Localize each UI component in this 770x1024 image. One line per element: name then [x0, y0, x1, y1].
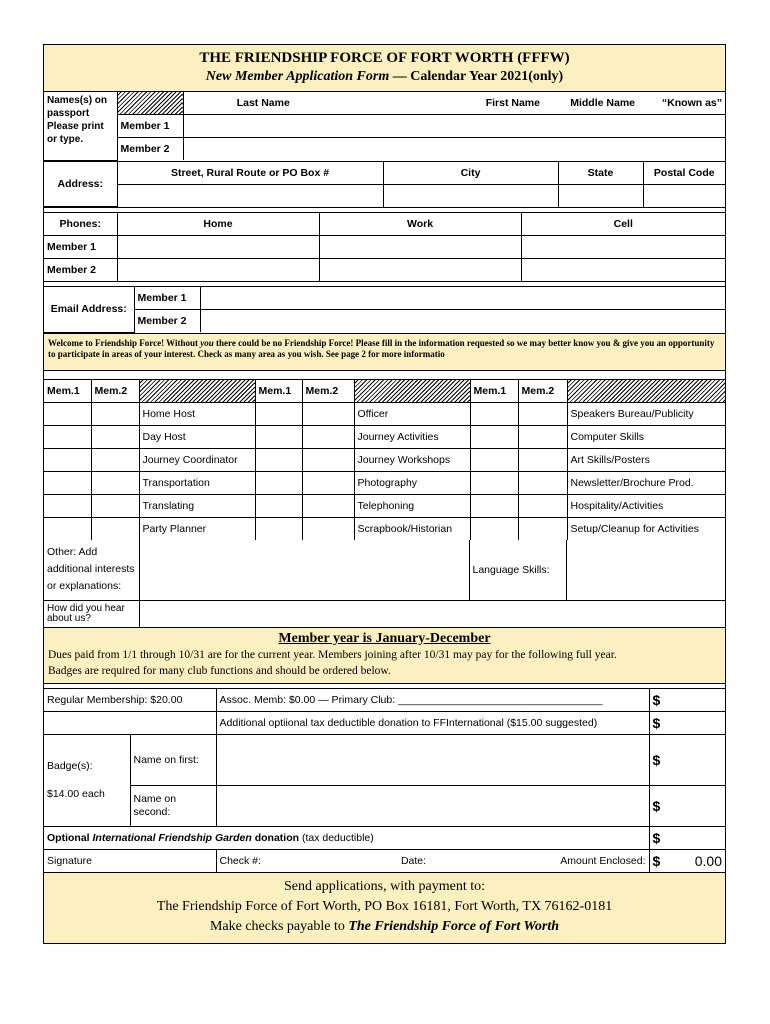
garden-donation-label: Optional International Friendship Garden donation (tax deductible) [44, 826, 649, 849]
names-hatch [117, 92, 183, 115]
member2-name-field[interactable] [183, 138, 725, 161]
interest-b-0-mem1-checkbox[interactable] [255, 402, 302, 425]
hatch-c [567, 380, 725, 403]
interest-a-0-mem2-checkbox[interactable] [91, 402, 139, 425]
interest-b-5-mem2-checkbox[interactable] [302, 517, 354, 540]
home-phone-header: Home [117, 213, 319, 236]
names-section [44, 92, 725, 162]
member1-cell-phone[interactable] [521, 236, 725, 259]
signature-field[interactable]: Signature [44, 849, 216, 872]
dues-info-line1: Dues paid from 1/1 through 10/31 are for the current year. Members joining after 10/31 may pay for the following full year. [48, 648, 617, 661]
phones-label: Phones: [44, 213, 117, 236]
interest-label: Newsletter/Brochure Prod. [567, 471, 725, 494]
street-header: Street, Rural Route or PO Box # [117, 162, 383, 185]
donation-label: Additional optiional tax deductible donation to FFInternational ($15.00 suggested) [216, 711, 649, 734]
form-title: THE FRIENDSHIP FORCE OF FORT WORTH (FFFW) [199, 50, 570, 66]
middle-name-header: Middle Name [543, 92, 638, 115]
member2-work-phone[interactable] [319, 259, 521, 282]
member1-name-field[interactable] [183, 115, 725, 138]
interest-c-0-mem1-checkbox[interactable] [470, 402, 518, 425]
interest-a-1-mem2-checkbox[interactable] [91, 425, 139, 448]
postal-code-header: Postal Code [643, 162, 725, 185]
mem1-header-a: Mem.1 [44, 380, 91, 403]
send-applications-line: Send applications, with payment to: [283, 878, 486, 894]
member-year-title: Member year is January-December [278, 630, 491, 646]
language-skills-field[interactable] [566, 540, 725, 601]
interest-label: Photography [354, 471, 470, 494]
name-on-second-label: Name on second: [130, 785, 216, 826]
interest-b-0-mem2-checkbox[interactable] [302, 402, 354, 425]
interest-label: Hospitality/Activities [567, 494, 725, 517]
cell-phone-header: Cell [521, 213, 725, 236]
address-section [44, 162, 725, 209]
interest-label: Speakers Bureau/Publicity [567, 402, 725, 425]
badge-price: $14.00 each [47, 788, 105, 800]
how-heard-label: How did you hear about us? [44, 600, 139, 627]
regular-amount-field[interactable]: $ [649, 689, 725, 712]
interest-b-2-mem2-checkbox[interactable] [302, 448, 354, 471]
member2-label: Member 2 [117, 138, 183, 161]
application-form [43, 44, 726, 944]
interest-a-0-mem1-checkbox[interactable] [44, 402, 91, 425]
interest-label: Party Planner [139, 517, 255, 540]
membership-info [44, 628, 725, 684]
dues-info-line2: Badges are required for many club functions and should be ordered below. [48, 664, 391, 677]
member1-label: Member 1 [117, 115, 183, 138]
first-name-header: First Name [343, 92, 543, 115]
interest-label: Scrapbook/Historian [354, 517, 470, 540]
email-member1-label: Member 1 [134, 287, 200, 310]
known-as-header: “Known as” [638, 92, 725, 115]
interest-label: Telephoning [354, 494, 470, 517]
date-label: Date: [400, 854, 427, 867]
amount-enclosed-value: 0.00 [694, 852, 722, 869]
garden-amount-field[interactable]: $ [649, 826, 725, 849]
interest-a-3-mem1-checkbox[interactable] [44, 471, 91, 494]
mem2-header-b: Mem.2 [302, 380, 354, 403]
email-label: Email Address: [44, 287, 134, 332]
name-on-first-field[interactable] [216, 734, 649, 785]
interest-b-4-mem1-checkbox[interactable] [255, 494, 302, 517]
badge2-amount-field[interactable]: $ [649, 785, 725, 826]
interest-label: Translating [139, 494, 255, 517]
mem2-header-c: Mem.2 [518, 380, 567, 403]
payable-to-line: Make checks payable to The Friendship Force of Fort Worth [209, 918, 560, 934]
form-subtitle: New Member Application Form — Calendar Year 2021(only) [205, 69, 564, 84]
welcome-message: Welcome to Friendship Force! Without you there could be no Friendship Force! Please fill in the information requested so we may better know you & give you an opportunity to participate in areas of your interest. Check as many area as you wish. See page 2 for more informatio [44, 334, 725, 371]
hatch-b [354, 380, 470, 403]
interest-c-2-mem1-checkbox[interactable] [470, 448, 518, 471]
interest-b-5-mem1-checkbox[interactable] [255, 517, 302, 540]
interest-c-2-mem2-checkbox[interactable] [518, 448, 567, 471]
interest-a-5-mem2-checkbox[interactable] [91, 517, 139, 540]
state-field[interactable] [558, 184, 643, 207]
city-field[interactable] [383, 184, 558, 207]
language-skills-label: Language Skills: [469, 540, 566, 601]
street-field[interactable] [117, 184, 383, 207]
mailing-instructions [44, 873, 725, 943]
interest-c-1-mem1-checkbox[interactable] [470, 425, 518, 448]
interest-label: Transportation [139, 471, 255, 494]
interest-c-3-mem1-checkbox[interactable] [470, 471, 518, 494]
interest-a-4-mem2-checkbox[interactable] [91, 494, 139, 517]
member1-home-phone[interactable] [117, 236, 319, 259]
phone-member2-label: Member 2 [44, 259, 117, 282]
how-heard-field[interactable] [139, 600, 725, 627]
interest-label: Art Skills/Posters [567, 448, 725, 471]
donation-amount-field[interactable]: $ [649, 711, 725, 734]
interest-label: Officer [354, 402, 470, 425]
amount-enclosed-field[interactable]: $ 0.00 [649, 849, 725, 872]
interest-b-4-mem2-checkbox[interactable] [302, 494, 354, 517]
interest-a-5-mem1-checkbox[interactable] [44, 517, 91, 540]
interest-label: Computer Skills [567, 425, 725, 448]
regular-membership-label: Regular Membership: $20.00 [44, 689, 216, 712]
mem2-header-a: Mem.2 [91, 380, 139, 403]
check-number-label: Check #: [219, 854, 261, 867]
mem1-header-c: Mem.1 [470, 380, 518, 403]
interest-label: Journey Activities [354, 425, 470, 448]
dues-section [44, 688, 725, 873]
phones-section [44, 212, 725, 282]
email-member2-label: Member 2 [134, 310, 200, 333]
interest-a-2-mem2-checkbox[interactable] [91, 448, 139, 471]
email-section [44, 286, 725, 334]
member2-cell-phone[interactable] [521, 259, 725, 282]
phone-member1-label: Member 1 [44, 236, 117, 259]
badge1-amount-field[interactable]: $ [649, 734, 725, 785]
interest-c-4-mem2-checkbox[interactable] [518, 494, 567, 517]
interest-c-5-mem1-checkbox[interactable] [470, 517, 518, 540]
member1-work-phone[interactable] [319, 236, 521, 259]
interest-b-1-mem2-checkbox[interactable] [302, 425, 354, 448]
name-on-first-label: Name on first: [130, 734, 216, 785]
interest-c-3-mem2-checkbox[interactable] [518, 471, 567, 494]
badge-label-cell [44, 734, 130, 826]
hatch-a [139, 380, 255, 403]
other-interests-field[interactable] [139, 540, 469, 601]
interest-label: Journey Workshops [354, 448, 470, 471]
interest-c-4-mem1-checkbox[interactable] [470, 494, 518, 517]
badge-label: Badge(s): [47, 760, 93, 772]
interest-a-3-mem2-checkbox[interactable] [91, 471, 139, 494]
interest-b-3-mem2-checkbox[interactable] [302, 471, 354, 494]
state-header: State [558, 162, 643, 185]
last-name-header: Last Name [183, 92, 343, 115]
postal-code-field[interactable] [643, 184, 725, 207]
amount-enclosed-label: Amount Enclosed: [560, 854, 646, 867]
form-header [44, 45, 725, 92]
interest-c-0-mem2-checkbox[interactable] [518, 402, 567, 425]
interest-a-1-mem1-checkbox[interactable] [44, 425, 91, 448]
city-header: City [383, 162, 558, 185]
interest-a-2-mem1-checkbox[interactable] [44, 448, 91, 471]
interest-b-1-mem1-checkbox[interactable] [255, 425, 302, 448]
interest-label: Journey Coordinator [139, 448, 255, 471]
check-date-amount-row [216, 849, 649, 872]
mem1-header-b: Mem.1 [255, 380, 302, 403]
member2-home-phone[interactable] [117, 259, 319, 282]
interest-label: Home Host [139, 402, 255, 425]
interest-label: Day Host [139, 425, 255, 448]
interest-c-5-mem2-checkbox[interactable] [518, 517, 567, 540]
donation-blank [44, 711, 216, 734]
mailing-address-line: The Friendship Force of Fort Worth, PO Box 16181, Fort Worth, TX 76162-0181 [156, 898, 613, 914]
other-interests-label: Other: Add additional interests or explanations: [44, 540, 139, 601]
assoc-membership-label: Assoc. Memb: $0.00 — Primary Club: ___________________________________ [216, 689, 649, 712]
names-label: Names(s) on passport Please print or type. [44, 92, 117, 160]
interests-section [44, 379, 725, 628]
interest-b-2-mem1-checkbox[interactable] [255, 448, 302, 471]
address-label: Address: [44, 162, 117, 207]
interest-a-4-mem1-checkbox[interactable] [44, 494, 91, 517]
name-on-second-field[interactable] [216, 785, 649, 826]
interest-b-3-mem1-checkbox[interactable] [255, 471, 302, 494]
member1-email-field[interactable] [200, 287, 725, 310]
interest-c-1-mem2-checkbox[interactable] [518, 425, 567, 448]
interest-label: Setup/Cleanup for Activities [567, 517, 725, 540]
member2-email-field[interactable] [200, 310, 725, 333]
work-phone-header: Work [319, 213, 521, 236]
